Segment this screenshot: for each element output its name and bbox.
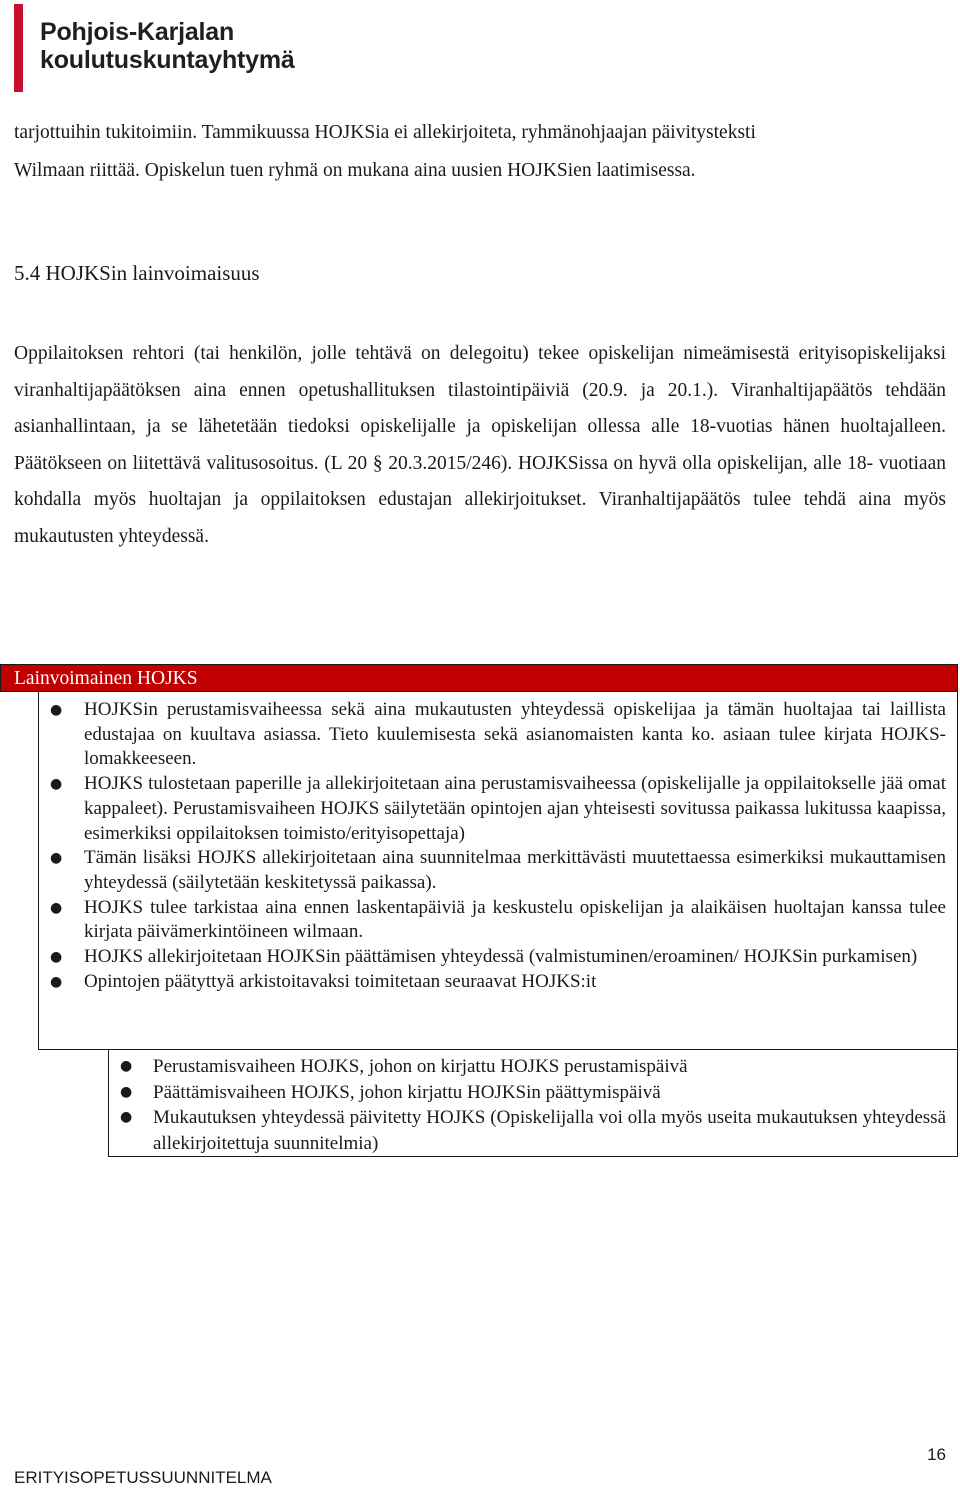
footer-document-title: ERITYISOPETUSSUUNNITELMA bbox=[14, 1468, 272, 1487]
organization-logo bbox=[14, 4, 414, 92]
info-box-header bbox=[0, 664, 958, 692]
logo-wordmark bbox=[40, 18, 295, 74]
bullet-icon: ● bbox=[50, 702, 63, 718]
logo-line-1: Pohjois-Karjalan bbox=[40, 18, 235, 46]
bullet-icon: ● bbox=[50, 850, 63, 867]
list-item: ● HOJKSin perustamisvaiheessa sekä aina mukautusten yhteydessä opiskelijaa ja tämän huoltajaa tai laillista edustajaa on kuultava asiassa. Tieto kuulemisesta sekä asianomaisten kanta ko. asiaan tulee kirjata HOJKS-lomakkeeseen. bbox=[50, 699, 946, 770]
bullet-icon: ● bbox=[50, 899, 63, 916]
logo-line-2: koulutuskuntayhtymä bbox=[40, 46, 295, 74]
page-number: 16 bbox=[927, 1445, 946, 1464]
bullet-icon: ● bbox=[120, 1083, 133, 1100]
list-item: ● HOJKS tulostetaan paperille ja allekirjoitetaan aina perustamisvaiheessa (opiskelijalle ja oppilaitokselle jää omat kappaleet). Perustamisvaiheen HOJKS säilytetään opintojen ajan yhteisesti sovitussa paikassa lukitussa kaapissa, esimerkiksi oppilaitoksen toimisto/erityisopettaja) bbox=[50, 773, 946, 844]
list-item: ● Opintojen päätyttyä arkistoitavaksi toimitetaan seuraavat HOJKS:it bbox=[38, 970, 946, 995]
bullet-icon: ● bbox=[50, 776, 63, 793]
logo-accent-bar bbox=[14, 4, 23, 92]
bullet-icon: ● bbox=[50, 973, 63, 990]
bullet-icon: ● bbox=[120, 1109, 133, 1125]
section-paragraph: Oppilaitoksen rehtori (tai henkilön, jolle tehtävä on delegoitu) tekee opiskelijan nimeämisestä erityisopiskelijaksi viranhaltijapäätöksen aina ennen opetushallituksen tilastointipäiviä (20.9. ja 20.1.). Viranhaltijapäätös tehdään asianhallintaan, ja se lähetetään tiedoksi opiskelijalle ja opiskelijan ollessa alle 18-vuotias hänen huoltajalleen. Päätökseen on liitettävä valitusosoitus. (L 20 § 20.3.2015/246). HOJKSissa on hyvä olla opiskelijan, alle 18- vuotiaan kohdalla myös huoltajan ja oppilaitoksen edustajan allekirjoitukset. Viranhaltijapäätös tulee tehdä aina myös mukautusten yhteydessä. bbox=[14, 343, 946, 547]
list-item: ● HOJKS tulee tarkistaa aina ennen laskentapäiviä ja keskustelu opiskelijan ja alaikäisen huoltajan kanssa tulee kirjata päivämerkintöineen wilmaan. bbox=[50, 896, 946, 943]
info-box-list bbox=[38, 698, 946, 994]
intro-line-1: tarjottuihin tukitoimiin. Tammikuussa HOJKSia ei allekirjoiteta, ryhmänohjaajan päivitysteksti bbox=[14, 122, 756, 143]
sublist-item: ● Perustamisvaiheen HOJKS, johon on kirjattu HOJKS perustamispäivä bbox=[108, 1054, 946, 1080]
intro-paragraph bbox=[14, 114, 944, 190]
section-heading: 5.4 HOJKSin lainvoimaisuus bbox=[14, 261, 260, 285]
intro-line-2: Wilmaan riittää. Opiskelun tuen ryhmä on mukana aina uusien HOJKSien laatimisessa. bbox=[14, 160, 696, 181]
info-box-title: Lainvoimainen HOJKS bbox=[14, 668, 198, 689]
bullet-icon: ● bbox=[120, 1058, 133, 1074]
archive-sublist bbox=[108, 1054, 946, 1156]
sublist-item: ● Mukautuksen yhteydessä päivitetty HOJKS (Opiskelijalla voi olla myös useita mukautuksen yhteydessä allekirjoitettuja suunnitelmia) bbox=[120, 1107, 946, 1154]
sublist-item: ● Päättämisvaiheen HOJKS, johon kirjattu HOJKSin päättymispäivä bbox=[108, 1080, 946, 1106]
list-item: ● Tämän lisäksi HOJKS allekirjoitetaan aina suunnitelmaa merkittävästi muutettaessa esimerkiksi mukauttamisen yhteydessä (säilytetään keskitetyssä paikassa). bbox=[50, 847, 946, 893]
list-item: ● HOJKS allekirjoitetaan HOJKSin päättämisen yhteydessä (valmistuminen/eroaminen/ HOJKSin purkamisen) bbox=[38, 945, 946, 970]
bullet-icon: ● bbox=[50, 949, 63, 966]
